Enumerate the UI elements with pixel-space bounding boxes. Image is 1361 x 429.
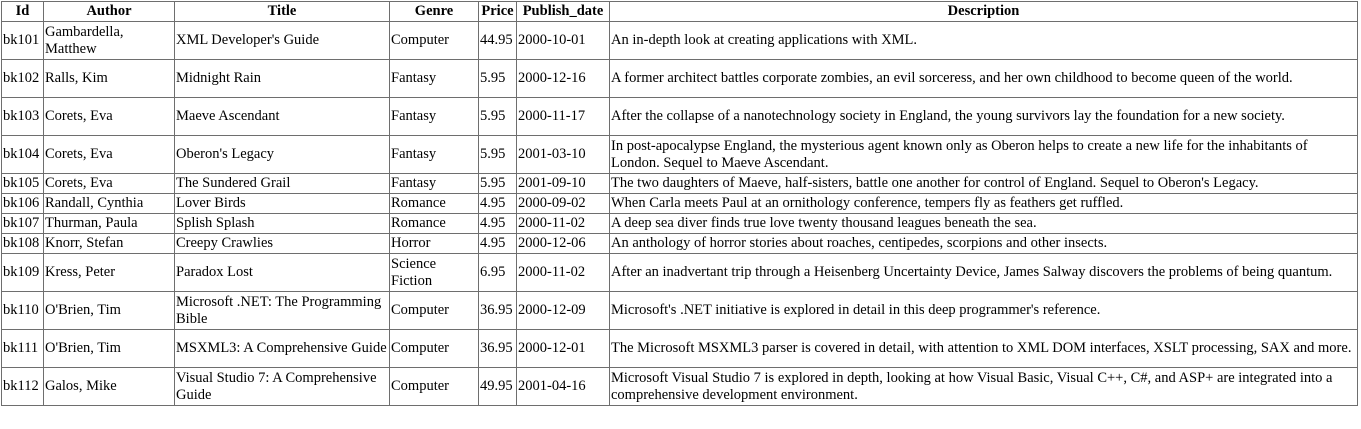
cell-description: In post-apocalypse England, the mysterious agent known only as Oberon helps to create a new life for the inhabitants of London. Sequel to Maeve Ascendant. (610, 136, 1358, 174)
cell-genre: Fantasy (390, 98, 479, 136)
cell-title: Midnight Rain (175, 60, 390, 98)
cell-publish-date: 2001-09-10 (517, 174, 610, 194)
cell-author: Galos, Mike (44, 368, 175, 406)
cell-price: 6.95 (479, 254, 517, 292)
table-row (2, 254, 1358, 292)
cell-title: Visual Studio 7: A Comprehensive Guide (175, 368, 390, 406)
cell-price: 4.95 (479, 214, 517, 234)
table-row (2, 330, 1358, 368)
cell-price: 49.95 (479, 368, 517, 406)
cell-author: O'Brien, Tim (44, 330, 175, 368)
cell-genre: Computer (390, 22, 479, 60)
column-header-id: Id (2, 2, 44, 22)
cell-price: 4.95 (479, 194, 517, 214)
cell-author: Randall, Cynthia (44, 194, 175, 214)
cell-title: Microsoft .NET: The Programming Bible (175, 292, 390, 330)
cell-description: An anthology of horror stories about roaches, centipedes, scorpions and other insects. (610, 234, 1358, 254)
cell-title: Oberon's Legacy (175, 136, 390, 174)
cell-title: Lover Birds (175, 194, 390, 214)
cell-id: bk110 (2, 292, 44, 330)
cell-publish-date: 2000-12-06 (517, 234, 610, 254)
column-header-publish-date: Publish_date (517, 2, 610, 22)
cell-id: bk103 (2, 98, 44, 136)
table-row (2, 98, 1358, 136)
cell-author: Kress, Peter (44, 254, 175, 292)
cell-author: Corets, Eva (44, 98, 175, 136)
cell-genre: Fantasy (390, 174, 479, 194)
column-header-price: Price (479, 2, 517, 22)
cell-id: bk102 (2, 60, 44, 98)
cell-publish-date: 2001-03-10 (517, 136, 610, 174)
cell-publish-date: 2000-12-09 (517, 292, 610, 330)
cell-author: Corets, Eva (44, 136, 175, 174)
cell-author: Knorr, Stefan (44, 234, 175, 254)
cell-genre: Fantasy (390, 136, 479, 174)
table-row (2, 194, 1358, 214)
cell-description: When Carla meets Paul at an ornithology conference, tempers fly as feathers get ruffled. (610, 194, 1358, 214)
cell-price: 4.95 (479, 234, 517, 254)
cell-price: 36.95 (479, 330, 517, 368)
cell-publish-date: 2000-11-17 (517, 98, 610, 136)
cell-id: bk107 (2, 214, 44, 234)
cell-description: The two daughters of Maeve, half-sisters, battle one another for control of England. Sequel to Oberon's Legacy. (610, 174, 1358, 194)
cell-title: XML Developer's Guide (175, 22, 390, 60)
cell-title: Splish Splash (175, 214, 390, 234)
column-header-author: Author (44, 2, 175, 22)
cell-publish-date: 2000-11-02 (517, 254, 610, 292)
books-table (1, 1, 1358, 406)
table-row (2, 60, 1358, 98)
cell-id: bk101 (2, 22, 44, 60)
cell-genre: Computer (390, 292, 479, 330)
table-row (2, 292, 1358, 330)
header-row (2, 2, 1358, 22)
cell-publish-date: 2000-10-01 (517, 22, 610, 60)
cell-genre: Fantasy (390, 60, 479, 98)
cell-price: 5.95 (479, 60, 517, 98)
cell-genre: Computer (390, 330, 479, 368)
table-row (2, 234, 1358, 254)
cell-publish-date: 2000-12-01 (517, 330, 610, 368)
cell-description: After the collapse of a nanotechnology society in England, the young survivors lay the foundation for a new society. (610, 98, 1358, 136)
cell-author: Corets, Eva (44, 174, 175, 194)
table-row (2, 368, 1358, 406)
cell-price: 5.95 (479, 174, 517, 194)
cell-description: Microsoft Visual Studio 7 is explored in depth, looking at how Visual Basic, Visual C++, C#, and ASP+ are integrated into a comprehensive development environment. (610, 368, 1358, 406)
cell-price: 5.95 (479, 136, 517, 174)
cell-genre: Horror (390, 234, 479, 254)
cell-title: The Sundered Grail (175, 174, 390, 194)
table-row (2, 22, 1358, 60)
cell-author: Gambardella, Matthew (44, 22, 175, 60)
column-header-description: Description (610, 2, 1358, 22)
cell-id: bk108 (2, 234, 44, 254)
cell-description: An in-depth look at creating applications with XML. (610, 22, 1358, 60)
cell-id: bk111 (2, 330, 44, 368)
cell-author: Thurman, Paula (44, 214, 175, 234)
cell-title: Creepy Crawlies (175, 234, 390, 254)
cell-genre: Romance (390, 194, 479, 214)
cell-id: bk105 (2, 174, 44, 194)
cell-price: 36.95 (479, 292, 517, 330)
cell-id: bk112 (2, 368, 44, 406)
cell-description: The Microsoft MSXML3 parser is covered in detail, with attention to XML DOM interfaces, XSLT processing, SAX and more. (610, 330, 1358, 368)
cell-genre: Science Fiction (390, 254, 479, 292)
cell-id: bk106 (2, 194, 44, 214)
table-row (2, 174, 1358, 194)
cell-description: Microsoft's .NET initiative is explored in detail in this deep programmer's reference. (610, 292, 1358, 330)
cell-title: MSXML3: A Comprehensive Guide (175, 330, 390, 368)
column-header-genre: Genre (390, 2, 479, 22)
cell-genre: Computer (390, 368, 479, 406)
cell-price: 44.95 (479, 22, 517, 60)
cell-publish-date: 2001-04-16 (517, 368, 610, 406)
cell-publish-date: 2000-11-02 (517, 214, 610, 234)
cell-title: Paradox Lost (175, 254, 390, 292)
table-row (2, 136, 1358, 174)
cell-title: Maeve Ascendant (175, 98, 390, 136)
cell-description: A former architect battles corporate zombies, an evil sorceress, and her own childhood to become queen of the world. (610, 60, 1358, 98)
column-header-title: Title (175, 2, 390, 22)
cell-id: bk109 (2, 254, 44, 292)
cell-author: O'Brien, Tim (44, 292, 175, 330)
cell-id: bk104 (2, 136, 44, 174)
cell-description: After an inadvertant trip through a Heisenberg Uncertainty Device, James Salway discovers the problems of being quantum. (610, 254, 1358, 292)
cell-publish-date: 2000-09-02 (517, 194, 610, 214)
cell-author: Ralls, Kim (44, 60, 175, 98)
cell-genre: Romance (390, 214, 479, 234)
table-row (2, 214, 1358, 234)
cell-description: A deep sea diver finds true love twenty thousand leagues beneath the sea. (610, 214, 1358, 234)
cell-price: 5.95 (479, 98, 517, 136)
cell-publish-date: 2000-12-16 (517, 60, 610, 98)
